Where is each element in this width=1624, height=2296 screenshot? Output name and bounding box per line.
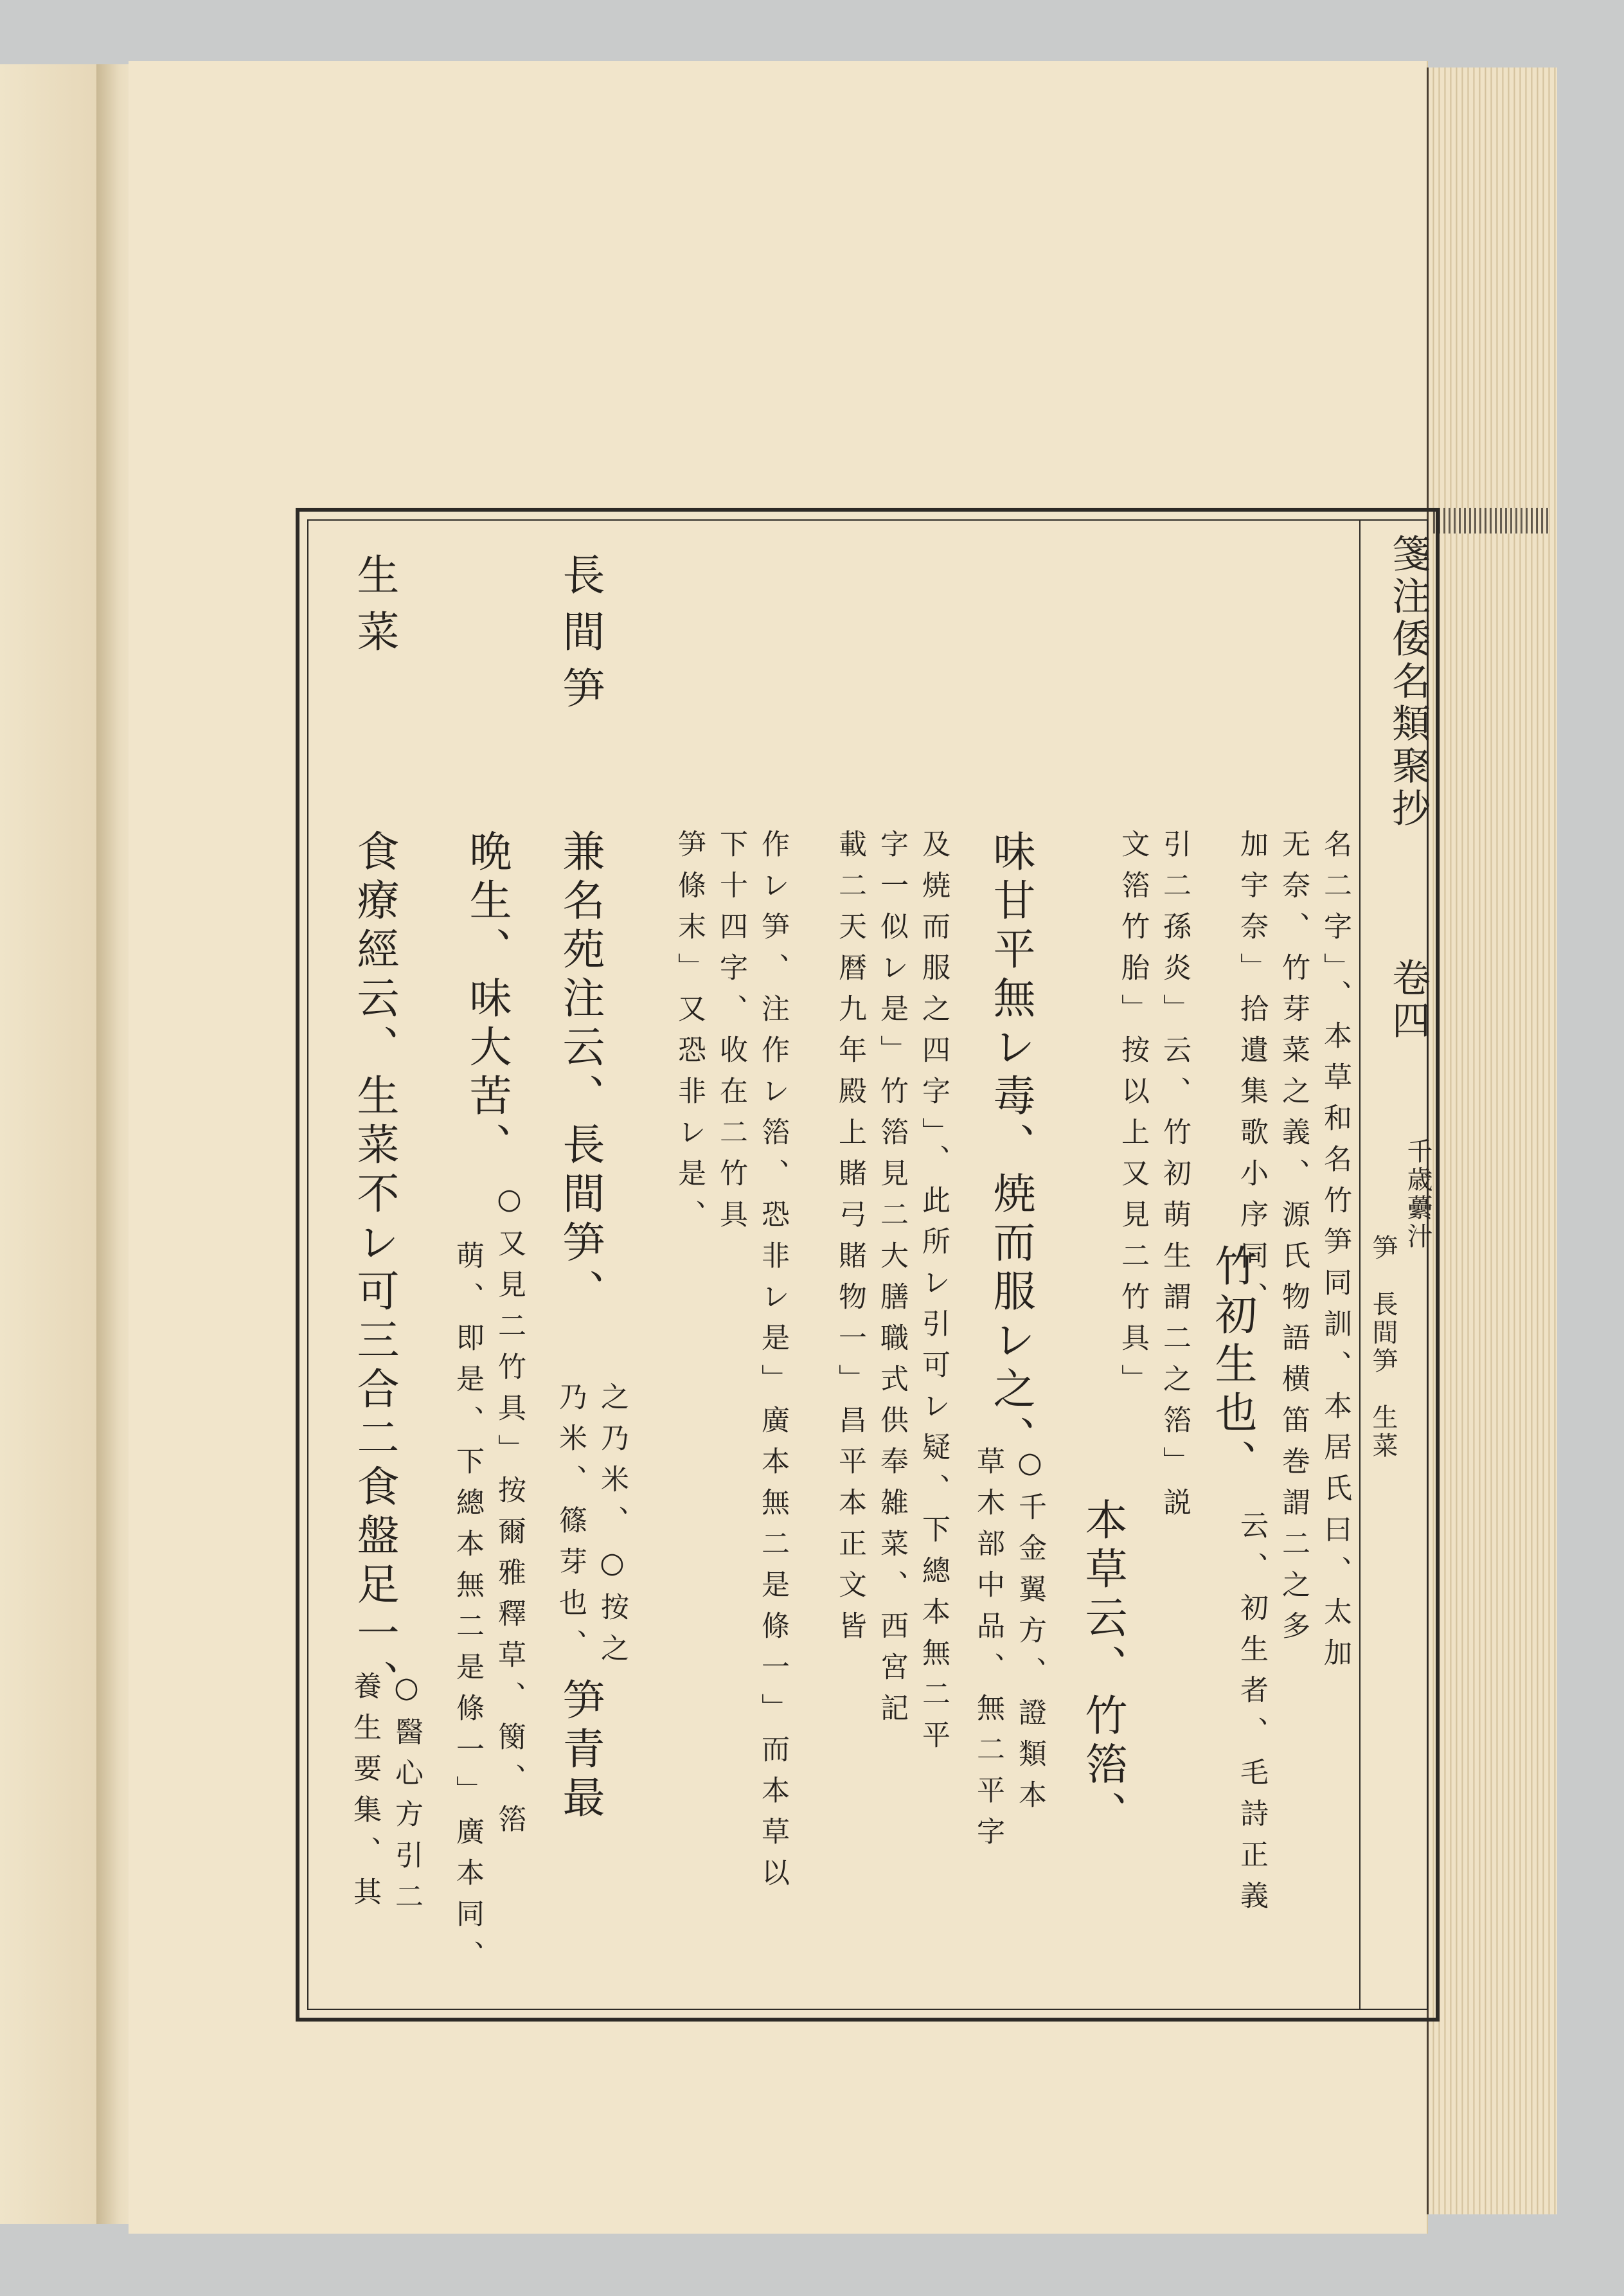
text-column: 之乃米、○按之 xyxy=(596,1382,629,1674)
topic-labels: 笋 長間笋 生菜 xyxy=(1368,1234,1398,1460)
text-column: 載二天暦九年殿上賭弓賭物一」昌平本正文皆 xyxy=(834,829,866,1652)
text-column: 下十四字、收在二竹具 xyxy=(715,829,747,1241)
text-column: 加宇奈」拾遺集歌小序同、 xyxy=(1235,829,1268,1323)
page-edge-print xyxy=(1433,508,1549,534)
text-column: 草木部中品、無二平字 xyxy=(972,1446,1004,1858)
text-column: 作レ笋、注作レ箈、恐非レ是」廣本無二是條一」而本草以 xyxy=(756,829,789,1899)
volume-number: 卷四 xyxy=(1386,958,1431,1043)
entry-heading-seisai: 生菜 xyxy=(350,553,399,666)
text-column: 引二孫炎」云、竹初萌生謂二之箈」説 xyxy=(1158,829,1191,1529)
text-column: ○千金翼方、證類本 xyxy=(1013,1446,1046,1821)
text-column: 云、初生者、毛詩正義 xyxy=(1235,1511,1268,1922)
text-column: 笋條末」又恐非レ是、 xyxy=(673,829,706,1241)
text-column-large: 笋青最 xyxy=(555,1678,605,1824)
text-column: 字一似レ是」竹箈見二大膳職式供奉雑菜、西宮記 xyxy=(875,829,908,1734)
text-column-large: 竹初生也、 xyxy=(1208,1244,1257,1488)
text-column: 文箈竹胎」按以上又見二竹具」 xyxy=(1116,829,1149,1405)
text-column: 无奈、竹芽菜之義、源氏物語横笛巻謂二之多 xyxy=(1277,829,1310,1652)
text-column: 養生要集、其 xyxy=(348,1671,381,1918)
text-column: 萌、即是、下總本無二是條一」廣本同、 xyxy=(451,1241,484,1981)
text-column: ○又見二竹具」按爾雅釋草、簢、箈 xyxy=(493,1183,526,1845)
book-title: 箋注倭名類聚抄 xyxy=(1386,534,1431,830)
text-column: 名二字」、本草和名竹笋同訓、本居氏曰、太加 xyxy=(1319,829,1352,1679)
entry-heading-changaisun: 長間笋 xyxy=(555,553,605,722)
text-column-large: 食療經云、生菜不レ可三合二食盤足一、 xyxy=(350,829,399,1709)
text-column-large: 味甘平無レ毒、焼而服レ之、 xyxy=(986,829,1035,1464)
text-column-large: 本草云、竹箈、 xyxy=(1078,1498,1127,1840)
chapter-label: 千歳虆汁 xyxy=(1403,1138,1432,1251)
text-column: 乃米、篠芽也、 xyxy=(554,1382,587,1670)
text-column-large: 兼名苑注云、長間笋、 xyxy=(555,829,605,1318)
page-edges xyxy=(1427,67,1557,2214)
text-column: 及焼而服之四字」、此所レ引可レ疑、下總本無二平 xyxy=(917,829,950,1761)
text-column-large: 晩生、味大苦、 xyxy=(462,829,512,1171)
text-column: ○醫心方引二 xyxy=(390,1671,423,1923)
